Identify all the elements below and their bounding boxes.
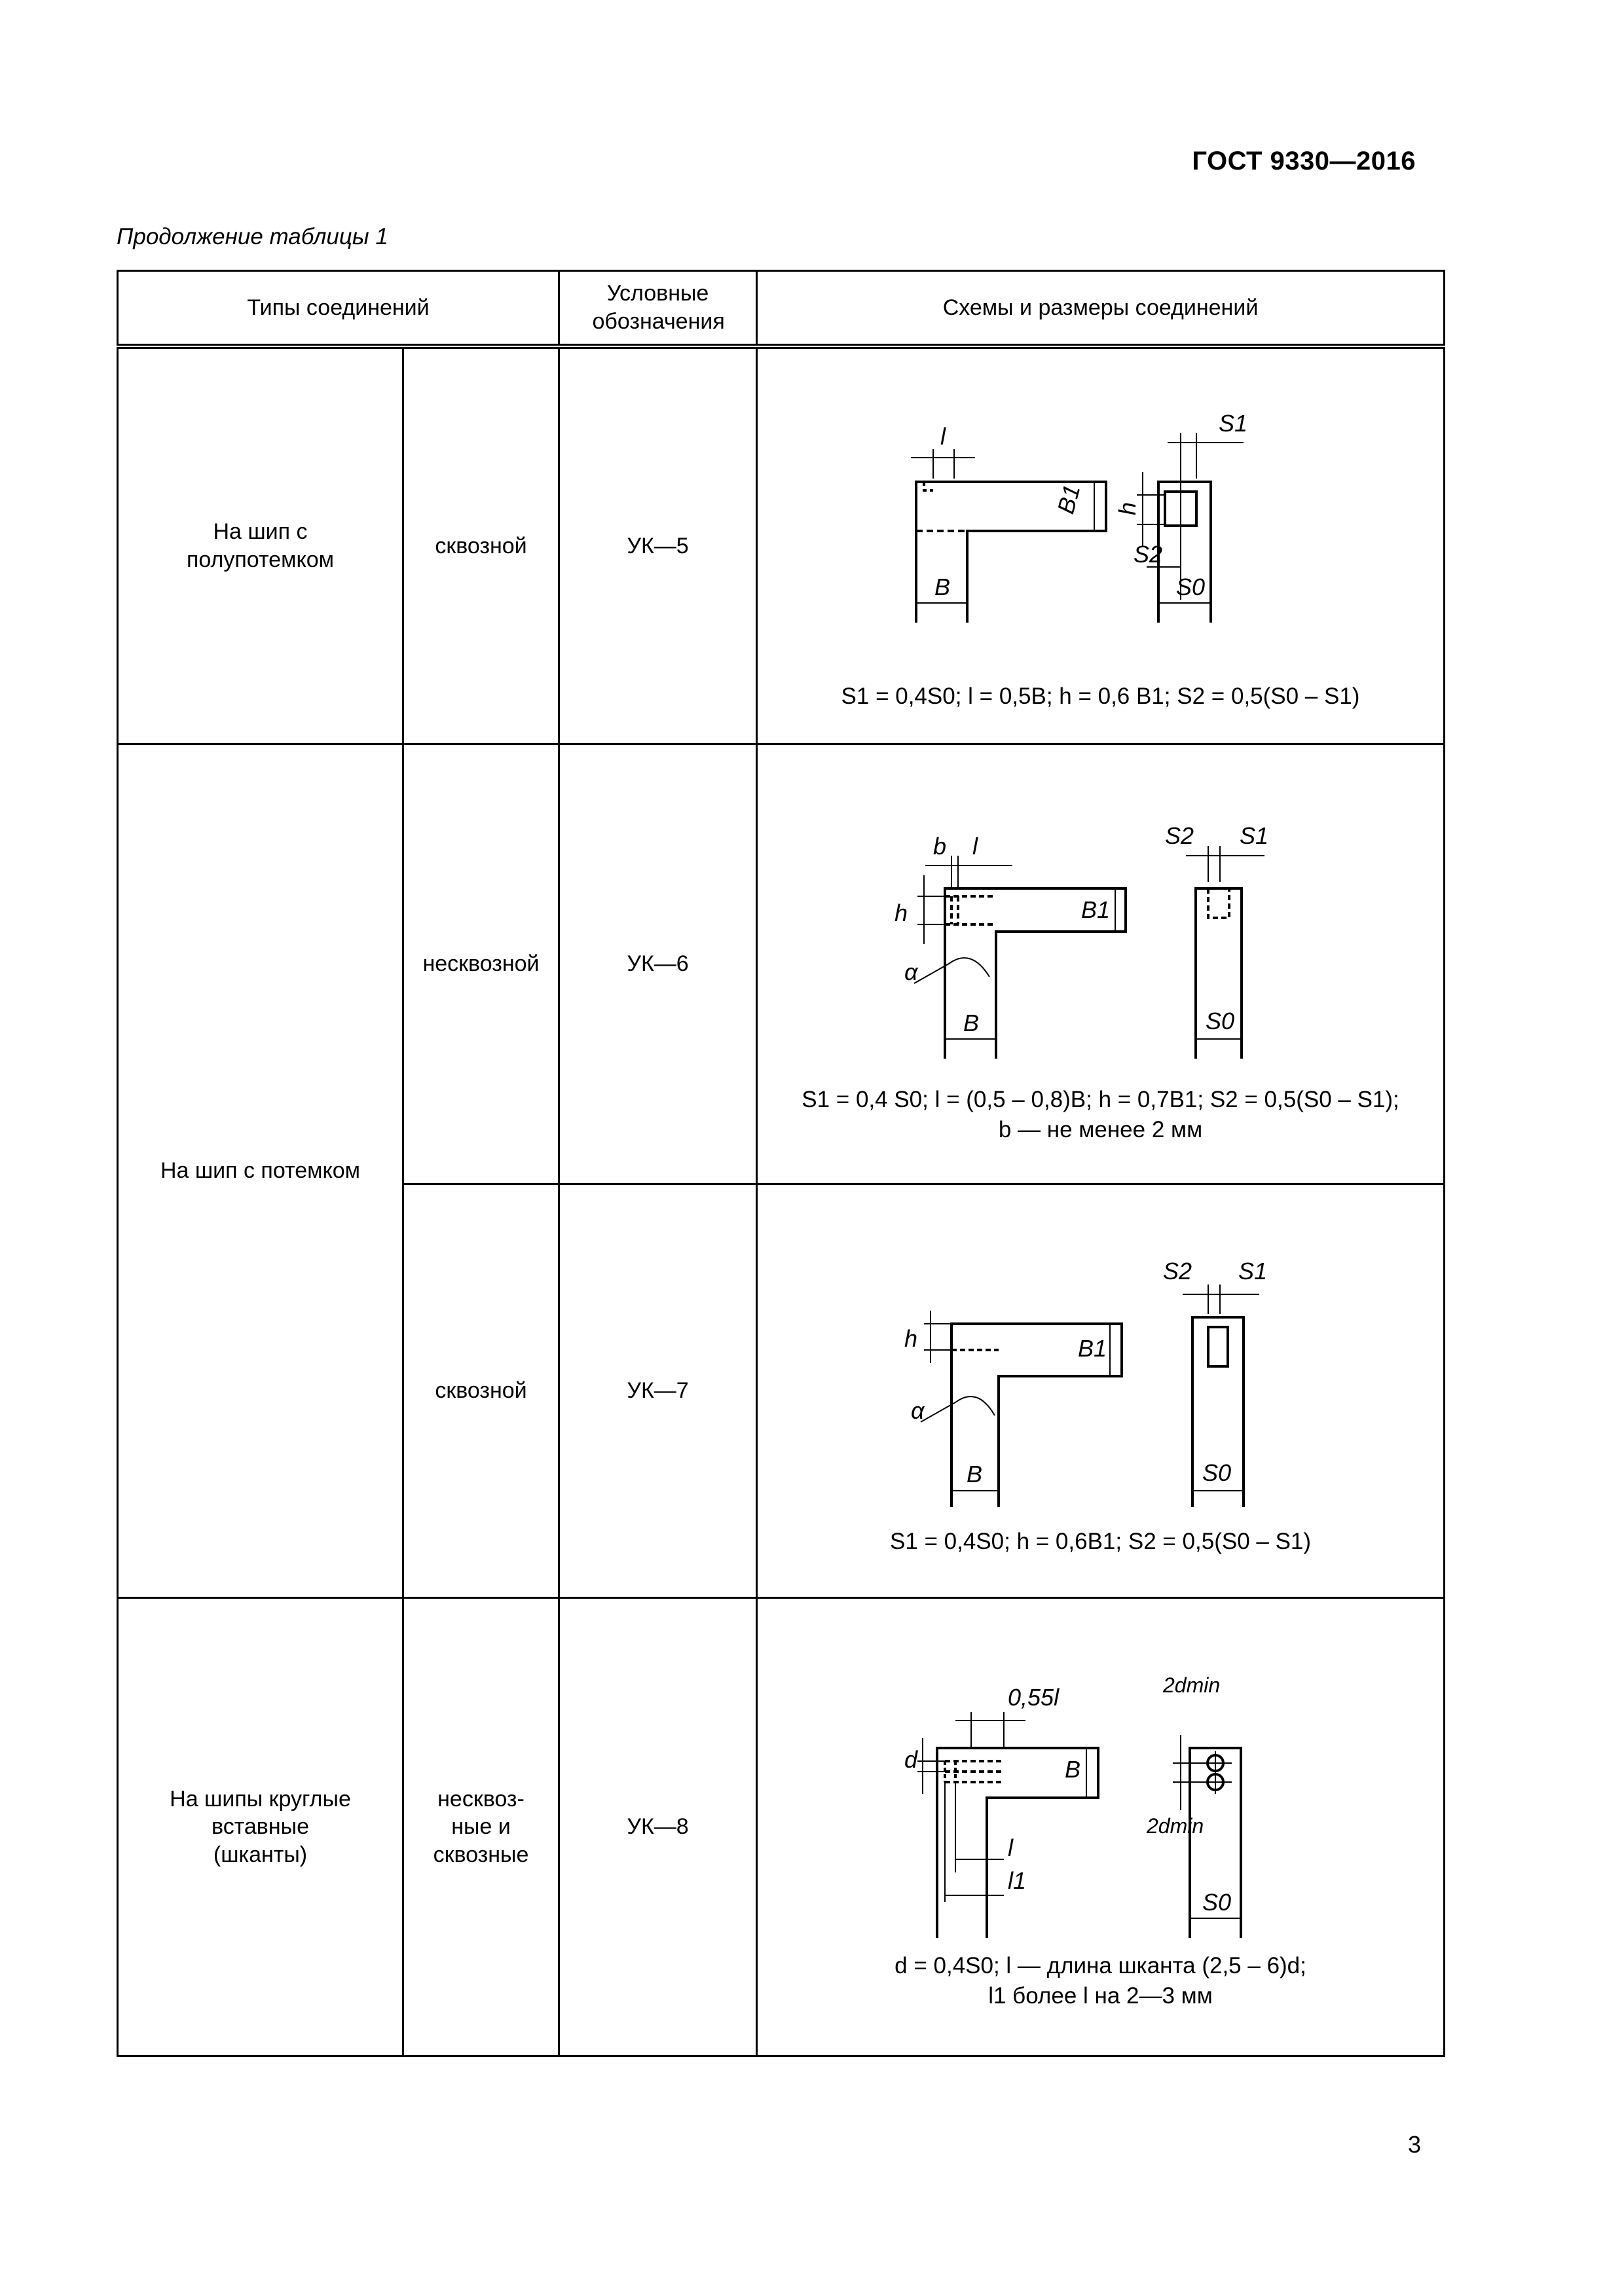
- label-S0: S0: [1205, 1008, 1234, 1034]
- document-id: ГОСТ 9330—2016: [1192, 147, 1416, 175]
- column-header-types: Типы соединений: [118, 271, 559, 346]
- label-l: l: [940, 423, 946, 450]
- joint-code: УК—8: [559, 1598, 757, 2056]
- label-2dmin-top: 2dmin: [1162, 1673, 1220, 1697]
- formula-uk8: d = 0,4S0; l — длина шканта (2,5 – 6)d; l1 более l на 2—3 мм: [895, 1953, 1306, 2009]
- label-alpha: α: [904, 958, 918, 985]
- label-h: h: [904, 1324, 917, 1352]
- label-l: l: [972, 833, 978, 860]
- label-055l: 0,55l: [1007, 1684, 1059, 1711]
- label-B: B: [963, 1010, 979, 1036]
- label-B: B: [966, 1460, 982, 1487]
- label-alpha: α: [910, 1396, 925, 1424]
- formula-uk5: S1 = 0,4S0; l = 0,5B; h = 0,6 B1; S2 = 0,5(S0 – S1): [841, 683, 1360, 709]
- label-B1: B1: [1051, 481, 1085, 517]
- joint-scheme-uk8: [757, 1598, 1445, 2056]
- uk7-diagram: [806, 1226, 1395, 1527]
- column-header-codes: Условные обозначения: [559, 271, 757, 346]
- joint-scheme-uk6: [757, 744, 1445, 1184]
- label-b: b: [932, 833, 946, 860]
- table-row: [118, 346, 1445, 744]
- uk6-diagram: [806, 784, 1395, 1085]
- label-l: l: [1007, 1834, 1013, 1861]
- joint-scheme-uk7: [757, 1184, 1445, 1598]
- joint-subtype: сквозной: [403, 1184, 559, 1598]
- label-h: h: [894, 900, 908, 926]
- formula-uk6: S1 = 0,4 S0; l = (0,5 – 0,8)B; h = 0,7B1; S2 = 0,5(S0 – S1); b — не менее 2 мм: [802, 1087, 1399, 1142]
- joint-subtype: несквоз-ные и сквозные: [403, 1598, 559, 2056]
- label-S2: S2: [1162, 1257, 1192, 1285]
- label-B1: B1: [1080, 896, 1110, 923]
- joint-code: УК—6: [559, 744, 757, 1184]
- label-B: B: [1064, 1756, 1080, 1783]
- label-S2: S2: [1133, 541, 1162, 568]
- label-S1: S1: [1218, 410, 1247, 437]
- joint-type: На шипы круглые вставные (шканты): [118, 1598, 403, 2056]
- label-S0: S0: [1175, 574, 1205, 600]
- joints-table: [117, 270, 1445, 2057]
- label-S0: S0: [1202, 1889, 1231, 1916]
- label-2dmin-bottom: 2dmin: [1146, 1814, 1204, 1838]
- table-row: [118, 744, 1445, 1184]
- label-B1: B1: [1077, 1334, 1107, 1362]
- joint-type: На шип с потемком: [118, 744, 403, 1598]
- joint-type: На шип с полупотемком: [118, 346, 403, 744]
- label-S1: S1: [1239, 822, 1268, 849]
- joint-subtype: сквозной: [403, 346, 559, 744]
- label-B: B: [934, 574, 950, 600]
- joint-subtype: несквозной: [403, 744, 559, 1184]
- joint-scheme-uk5: [757, 346, 1445, 744]
- uk5-diagram: [806, 380, 1395, 682]
- table-row: [118, 1598, 1445, 2056]
- joint-code: УК—5: [559, 346, 757, 744]
- table-header-row: [118, 271, 1445, 346]
- label-l1: l1: [1007, 1867, 1026, 1894]
- label-S2: S2: [1164, 822, 1194, 849]
- uk8-diagram: [806, 1643, 1395, 1951]
- label-S1: S1: [1238, 1257, 1267, 1285]
- page-number: 3: [1408, 2131, 1422, 2158]
- column-header-schemes: Схемы и размеры соединений: [757, 271, 1445, 346]
- formula-uk7: S1 = 0,4S0; h = 0,6B1; S2 = 0,5(S0 – S1): [889, 1528, 1312, 1554]
- joint-code: УК—7: [559, 1184, 757, 1598]
- label-S0: S0: [1202, 1459, 1231, 1486]
- label-d: d: [904, 1746, 917, 1773]
- label-h: h: [1113, 501, 1141, 515]
- table-continuation-caption: Продолжение таблицы 1: [117, 224, 388, 249]
